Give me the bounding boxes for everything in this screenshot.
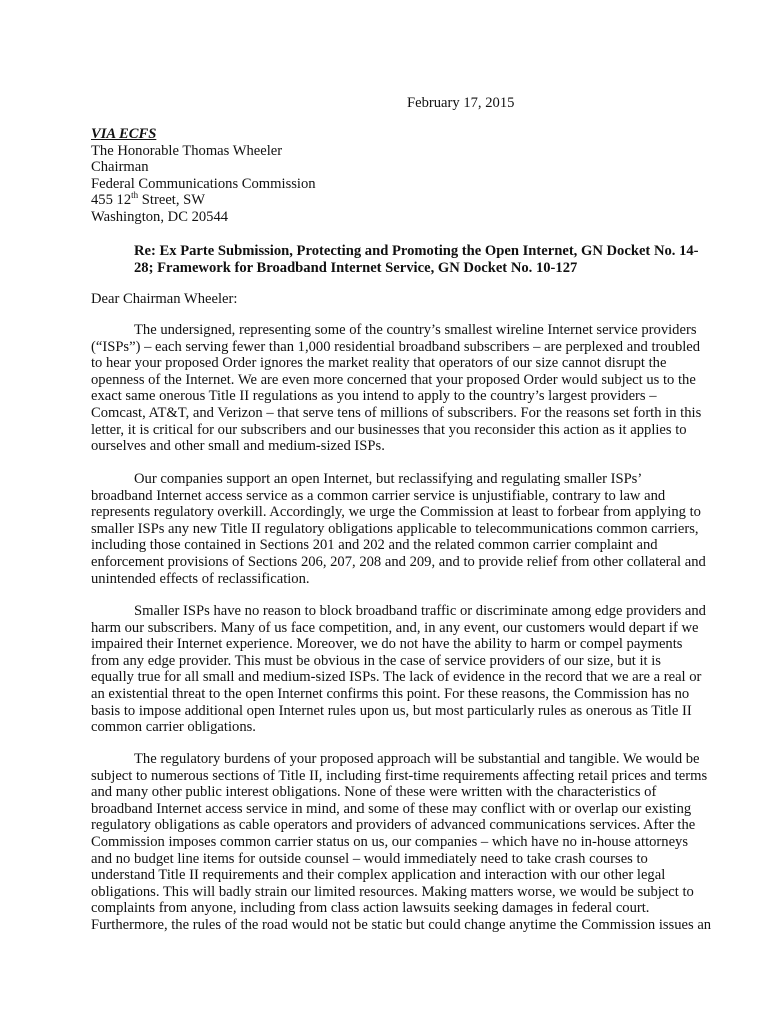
subject-line xyxy=(134,243,699,276)
paragraph-line: including those contained in Sections 201 and 202 and the related common carrier complaint and xyxy=(91,537,658,554)
subject-line-2: 28; Framework for Broadband Internet Service, GN Docket No. 10-127 xyxy=(134,259,578,276)
paragraph-line: impaired their Internet experience. Moreover, we do not have the ability to harm or compel payments xyxy=(91,636,683,653)
paragraph-line: basis to impose additional open Internet rules upon us, but most particularly rules as onerous as Title II xyxy=(91,702,692,719)
paragraph-line: unintended effects of reclassification. xyxy=(91,570,310,587)
paragraph-line: understand Title II requirements and their complex application and interaction with our other legal xyxy=(91,867,666,884)
street-number: 455 12 xyxy=(91,192,132,209)
paragraph-line: (“ISPs”) – each serving fewer than 1,000 residential broadband subscribers – are perplexed and troubled xyxy=(91,338,701,355)
delivery-method: VIA ECFS xyxy=(91,126,157,142)
paragraph-line: subject to numerous sections of Title II, including first-time requirements affecting retail prices and terms xyxy=(91,767,708,784)
recipient-city: Washington, DC 20544 xyxy=(91,208,229,225)
salutation: Dear Chairman Wheeler: xyxy=(91,291,238,307)
paragraph-line: an existential threat to the open Internet confirms this point. For these reasons, the Commission has no xyxy=(91,685,690,702)
paragraph-line: ourselves and other small and medium-sized ISPs. xyxy=(91,438,385,455)
paragraph-line: from any edge provider. This must be obvious in the case of service providers of our size, but it is xyxy=(91,652,661,669)
paragraph-line: enforcement provisions of Sections 206, 207, 208 and 209, and to provide relief from other collateral and xyxy=(91,553,706,570)
paragraph-line: Smaller ISPs have no reason to block broadband traffic or discriminate among edge providers and xyxy=(134,603,706,619)
paragraph-line: equally true for all small and medium-sized ISPs. The lack of evidence in the record that we are a real or xyxy=(91,669,702,686)
recipient-organization: Federal Communications Commission xyxy=(91,175,316,192)
subject-line-1: Re: Ex Parte Submission, Protecting and Promoting the Open Internet, GN Docket No. 14- xyxy=(134,243,699,259)
paragraph-line: complaints from anyone, including from class action lawsuits seeking damages in federal court. xyxy=(91,900,650,917)
paragraph-line: obligations. This will badly strain our limited resources. Making matters worse, we would be subject to xyxy=(91,883,694,900)
paragraph-line: Our companies support an open Internet, but reclassifying and regulating smaller ISPs’ xyxy=(134,471,643,487)
paragraph-line: harm our subscribers. Many of us face competition, and, in any event, our customers would depart if we xyxy=(91,619,699,636)
recipient-address-block xyxy=(91,126,651,226)
body-paragraph-3 xyxy=(91,603,706,736)
paragraph-line: common carrier obligations. xyxy=(91,719,256,736)
paragraph-line: and no budget line items for outside counsel – would immediately need to take crash courses to xyxy=(91,850,648,867)
body-paragraph-1 xyxy=(91,322,702,455)
paragraph-line: openness of the Internet. We are even more concerned that your proposed Order would subject us to the xyxy=(91,371,696,388)
paragraph-line: and many other public interest obligations. None of these were written with the characteristics of xyxy=(91,784,657,801)
paragraph-line: letter, it is critical for our subscribers and our businesses that you reconsider this action as it applies to xyxy=(91,421,687,438)
paragraph-line: represents regulatory overkill. Accordingly, we urge the Commission at least to forbear from applying to xyxy=(91,504,701,521)
paragraph-line: Furthermore, the rules of the road would not be static but could change anytime the Commission issues an xyxy=(91,916,712,933)
paragraph-line: regulatory obligations as cable operators and providers of advanced communications services. After the xyxy=(91,817,696,834)
paragraph-line: exact same onerous Title II regulations as you intend to apply to the country’s largest providers – xyxy=(91,388,657,405)
recipient-street xyxy=(91,189,651,209)
paragraph-line: Commission imposes common carrier status on us, our companies – which have no in-house attorneys xyxy=(91,833,689,850)
paragraph-line: Comcast, AT&T, and Verizon – that serve tens of millions of subscribers. For the reasons set forth in this xyxy=(91,404,702,421)
street-name: Street, SW xyxy=(138,192,206,209)
street-ordinal-suffix: th xyxy=(131,189,139,200)
paragraph-line: The undersigned, representing some of the country’s smallest wireline Internet service providers xyxy=(134,322,697,338)
paragraph-line: The regulatory burdens of your proposed approach will be substantial and tangible. We would be xyxy=(134,751,700,767)
body-paragraph-4 xyxy=(91,751,712,934)
letter-date: February 17, 2015 xyxy=(407,95,515,111)
paragraph-line: to hear your proposed Order ignores the market reality that operators of our size cannot disrupt the xyxy=(91,355,667,372)
paragraph-line: broadband Internet access service in mind, and some of these may conflict with or overlap our existing xyxy=(91,800,692,817)
paragraph-line: broadband Internet access service as a common carrier service is unjustifiable, contrary to law and xyxy=(91,487,666,504)
body-paragraph-2 xyxy=(91,471,706,587)
recipient-name: The Honorable Thomas Wheeler xyxy=(91,142,283,159)
recipient-title: Chairman xyxy=(91,159,149,176)
paragraph-line: smaller ISPs any new Title II regulatory obligations applicable to telecommunications common carriers, xyxy=(91,520,699,537)
